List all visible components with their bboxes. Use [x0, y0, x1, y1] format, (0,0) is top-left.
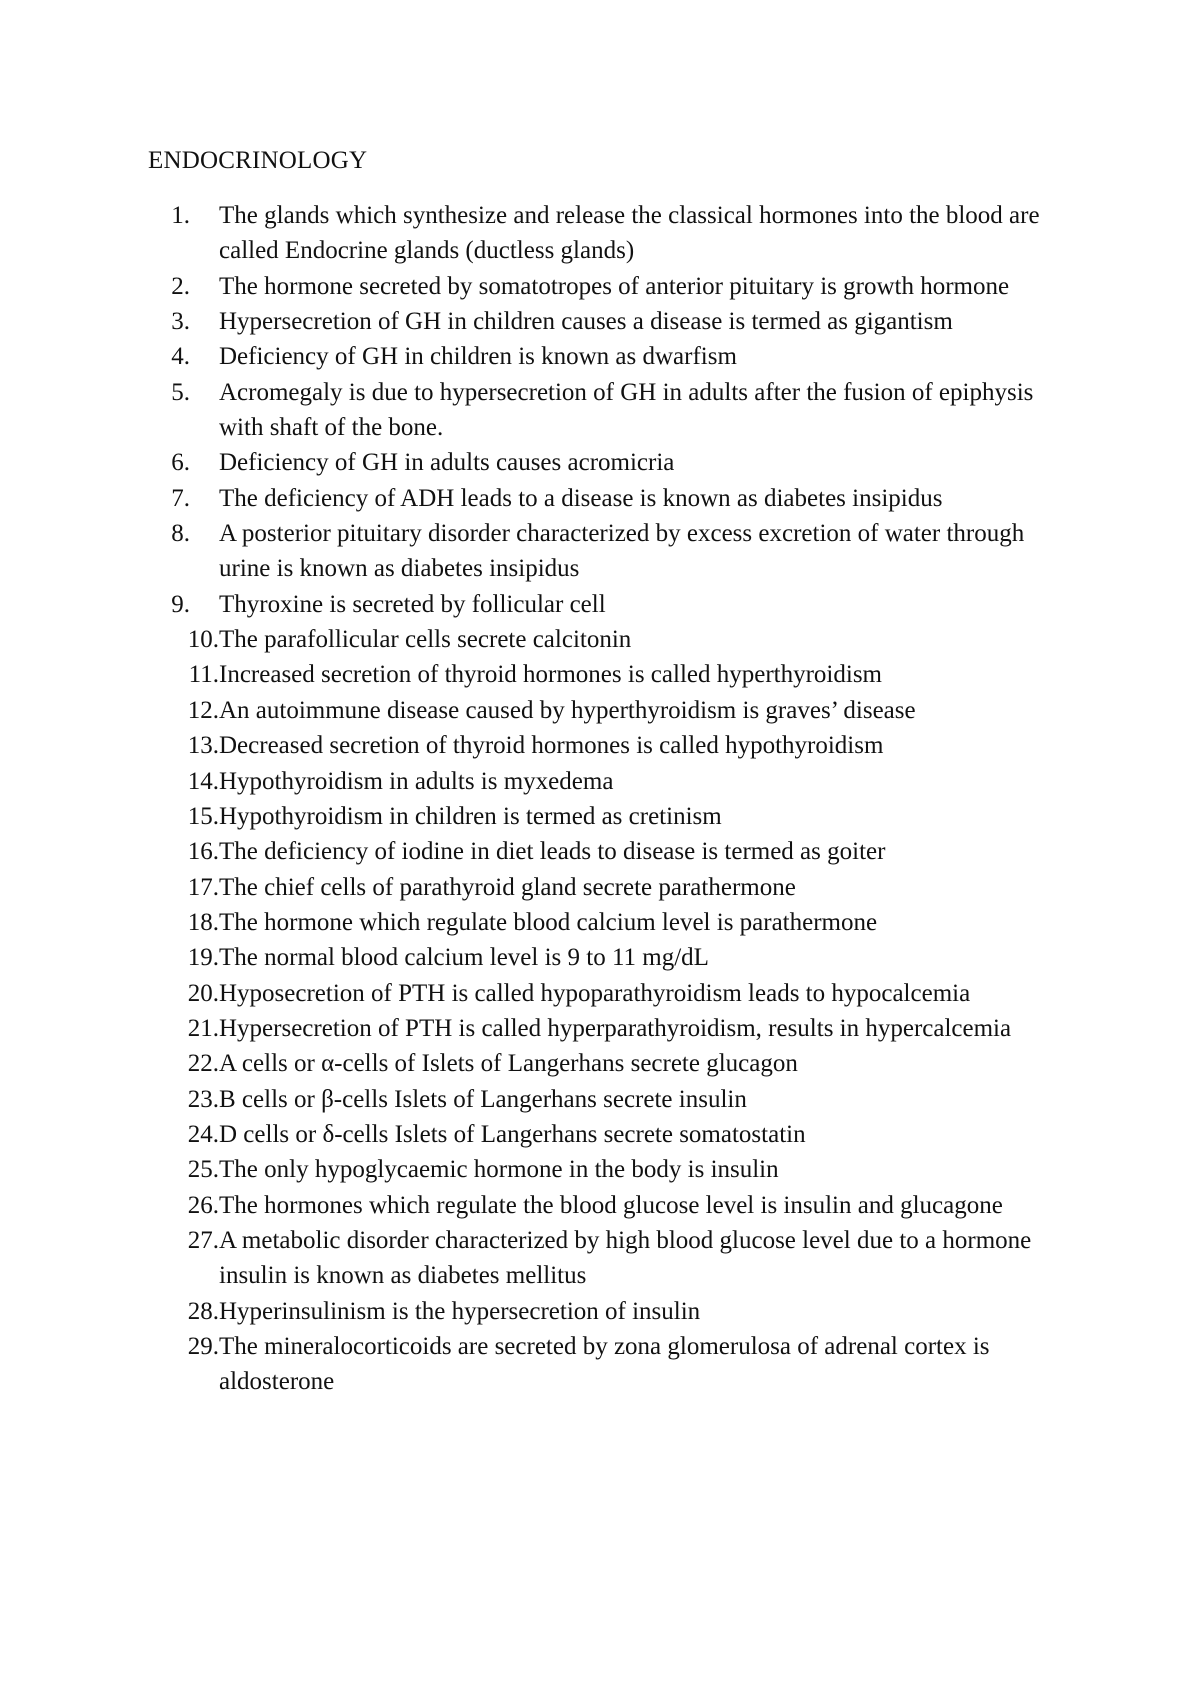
list-item: [148, 304, 1068, 339]
item-number: 3.: [171, 308, 190, 336]
item-number: 2.: [171, 272, 190, 300]
list-item: [148, 1223, 1068, 1294]
item-text: Increased secretion of thyroid hormones is called hyperthyroidism: [219, 661, 883, 689]
list-item: [148, 1082, 1068, 1117]
item-text: The normal blood calcium level is 9 to 11 mg/dL: [219, 944, 709, 972]
item-text: The deficiency of iodine in diet leads to disease is termed as goiter: [219, 838, 886, 866]
list-item: [148, 693, 1068, 728]
item-number: 19.: [187, 944, 219, 972]
list-item: [148, 1011, 1068, 1046]
item-number: 11.: [188, 661, 219, 689]
item-text: The glands which synthesize and release the classical hormones into the blood are called Endocrine glands (ductless glands): [219, 202, 1040, 265]
item-number: 22.: [187, 1050, 219, 1078]
list-item: [148, 799, 1068, 834]
item-number: 6.: [171, 449, 190, 477]
item-number: 15.: [187, 802, 219, 830]
item-text: The mineralocorticoids are secreted by zona glomerulosa of adrenal cortex is aldosterone: [219, 1333, 990, 1396]
item-text: Deficiency of GH in adults causes acromicria: [219, 449, 675, 477]
item-text: A metabolic disorder characterized by high blood glucose level due to a hormone insulin is known as diabetes mellitus: [219, 1226, 1032, 1290]
item-number: 18.: [187, 908, 219, 936]
item-number: 21.: [187, 1014, 219, 1042]
list-item: [148, 1152, 1068, 1187]
item-number: 13.: [187, 732, 219, 760]
item-text: The deficiency of ADH leads to a disease is known as diabetes insipidus: [219, 484, 943, 512]
item-text: Hypothyroidism in children is termed as cretinism: [219, 802, 722, 830]
list-item: [148, 339, 1068, 374]
item-number: 17.: [187, 873, 219, 901]
item-text: Hypersecretion of PTH is called hyperparathyroidism, results in hypercalcemia: [219, 1014, 1012, 1042]
item-text: The only hypoglycaemic hormone in the body is insulin: [219, 1156, 779, 1184]
item-number: 8.: [171, 520, 190, 548]
item-text: A cells or α-cells of Islets of Langerhans secrete glucagon: [219, 1050, 798, 1078]
item-text: The hormone secreted by somatotropes of anterior pituitary is growth hormone: [219, 272, 1010, 300]
list-item: [148, 1329, 1068, 1400]
item-number: 29.: [187, 1333, 219, 1360]
item-number: 26.: [187, 1191, 219, 1219]
item-text: Thyroxine is secreted by follicular cell: [219, 590, 606, 618]
item-text: D cells or δ-cells Islets of Langerhans secrete somatostatin: [219, 1120, 806, 1148]
item-number: 7.: [171, 484, 190, 512]
list-item: [148, 657, 1068, 692]
item-text: Hyperinsulinism is the hypersecretion of insulin: [219, 1297, 701, 1325]
item-number: 16.: [187, 838, 219, 866]
page-title: ENDOCRINOLOGY: [148, 147, 368, 174]
item-text: B cells or β-cells Islets of Langerhans secrete insulin: [219, 1085, 747, 1113]
item-number: 5.: [171, 378, 190, 406]
list-item: [148, 834, 1068, 869]
item-number: 28.: [187, 1297, 219, 1325]
list-item: [148, 375, 1068, 446]
item-number: 20.: [187, 979, 219, 1007]
item-text: The hormone which regulate blood calcium level is parathermone: [219, 908, 878, 936]
list-item: [148, 622, 1068, 657]
item-text: The parafollicular cells secrete calcitonin: [219, 626, 632, 654]
list-item: [148, 940, 1068, 975]
item-text: Hypersecretion of GH in children causes a disease is termed as gigantism: [219, 308, 953, 336]
list-item: [148, 198, 1068, 269]
item-number: 14.: [187, 767, 219, 795]
item-number: 23.: [187, 1085, 219, 1113]
item-text: Hypothyroidism in adults is myxedema: [219, 767, 614, 795]
list-item: [148, 1117, 1068, 1152]
list-item: [148, 870, 1068, 905]
list-item: [148, 1294, 1068, 1329]
list-item: [148, 1046, 1068, 1081]
item-text: Deficiency of GH in children is known as dwarfism: [219, 343, 737, 371]
item-text: A posterior pituitary disorder characterized by excess excretion of water through urine is known as diabetes insipidus: [219, 520, 1025, 583]
list-item: [148, 1188, 1068, 1223]
item-number: 9.: [171, 590, 190, 618]
item-number: 12.: [187, 696, 219, 724]
list-item: [148, 516, 1068, 587]
item-number: 25.: [187, 1156, 219, 1184]
list-item: [148, 764, 1068, 799]
list-item: [148, 905, 1068, 940]
item-number: 4.: [171, 343, 190, 371]
list-item: [148, 445, 1068, 480]
fact-list: [148, 198, 1068, 1400]
list-item: [148, 976, 1068, 1011]
item-number: 1.: [171, 202, 190, 229]
item-text: An autoimmune disease caused by hyperthyroidism is graves’ disease: [219, 696, 916, 724]
item-number: 27.: [187, 1226, 219, 1254]
list-item: [148, 481, 1068, 516]
item-text: The hormones which regulate the blood glucose level is insulin and glucagone: [219, 1191, 1003, 1219]
item-text: Hyposecretion of PTH is called hypoparathyroidism leads to hypocalcemia: [219, 979, 971, 1007]
list-item: [148, 587, 1068, 622]
item-number: 10.: [187, 626, 219, 654]
item-text: The chief cells of parathyroid gland secrete parathermone: [219, 873, 796, 901]
list-item: [148, 269, 1068, 304]
item-text: Acromegaly is due to hypersecretion of GH in adults after the fusion of epiphysis with shaft of the bone.: [219, 378, 1034, 442]
item-number: 24.: [187, 1120, 219, 1148]
item-text: Decreased secretion of thyroid hormones is called hypothyroidism: [219, 732, 884, 760]
list-item: [148, 728, 1068, 763]
